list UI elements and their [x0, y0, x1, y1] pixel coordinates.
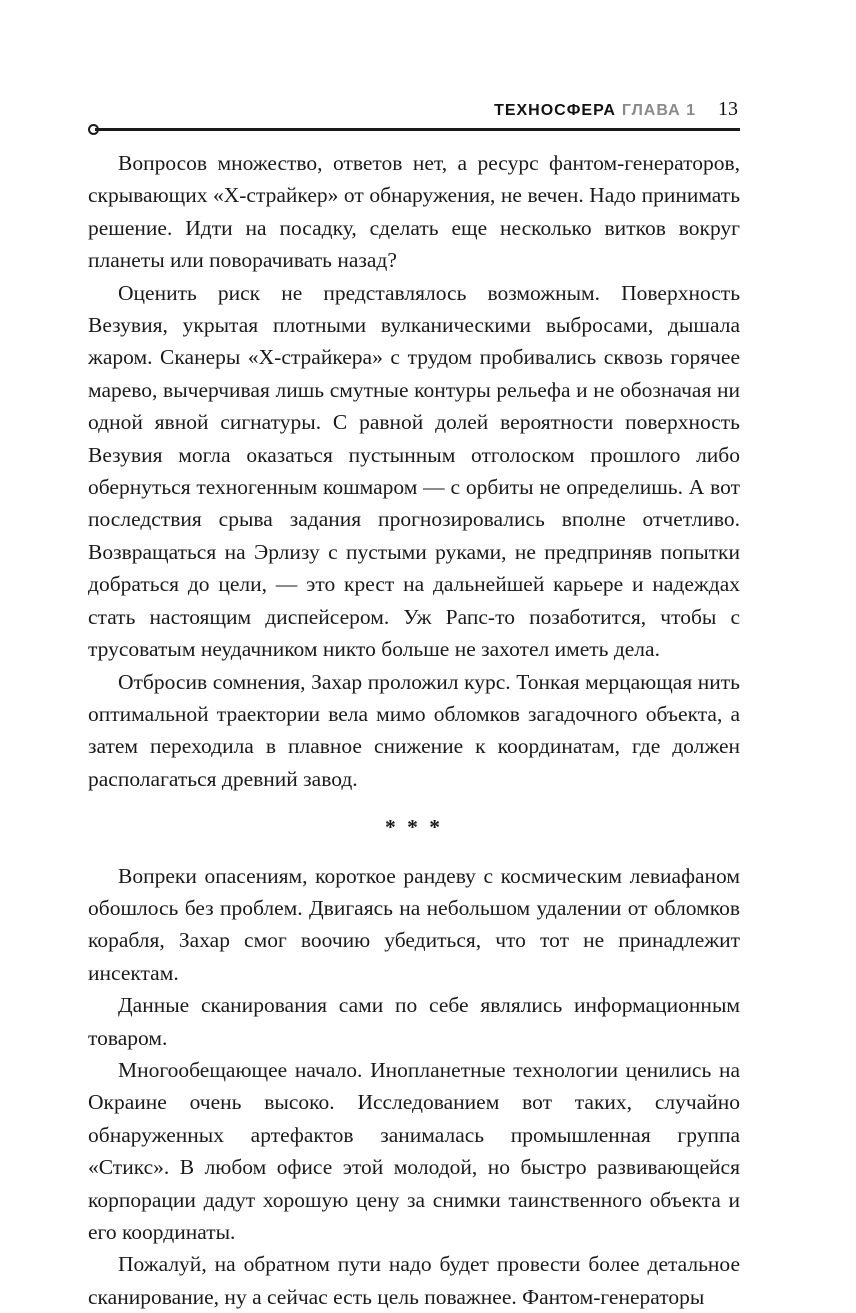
header-rule: [95, 128, 740, 131]
paragraph: Пожалуй, на обратном пути надо будет провести более детальное сканирование, ну а сейчас есть цель поважнее. Фантом-генераторы: [88, 1252, 740, 1309]
paragraph: Отбросив сомнения, Захар проложил курс. Тонкая мерцающая нить оптимальной траектории вела мимо обломков загадочного объекта, а затем переходила в плавное снижение к координатам, где должен располагаться древний завод.: [88, 669, 740, 791]
section-separator: * * *: [385, 815, 443, 840]
paragraph: Многообещающее начало. Инопланетные технологии ценились на Окраине очень высоко. Исследованием вот таких, случайно обнаруженных артефактов занималась промышленная группа «Стикс». В любом офисе этой молодой, но быстро развивающейся корпорации дадут хорошую цену за снимки таинственного объекта и его координаты.: [88, 1057, 740, 1244]
body-text: [88, 147, 740, 1313]
paragraph: Оценить риск не представлялось возможным. Поверхность Везувия, укрытая плотными вулканическими выбросами, дышала жаром. Сканеры «Х-страйкера» с трудом пробивались сквозь горячее марево, вычерчивая лишь смутные контуры рельефа и не обозначая ни одной явной сигнатуры. С равной долей вероятности поверхность Везувия могла оказаться пустынным отголоском прошлого либо обернуться техногенным кошмаром — с орбиты не определишь. А вот последствия срыва задания прогнозировались вполне отчетливо. Возвращаться на Эрлизу с пустыми руками, не предприняв попытки добраться до цели, — это крест на дальнейшей карьере и надеждах стать настоящим диспейсером. Уж Рапс-то позаботится, чтобы с трусоватым неудачником никто больше не захотел иметь дела.: [88, 280, 740, 662]
page-number: 13: [718, 98, 738, 120]
book-title: ТЕХНОСФЕРА: [494, 102, 616, 119]
paragraph: Вопросов множество, ответов нет, а ресурс фантом-генераторов, скрывающих «Х-страйкер» от обнаружения, не вечен. Надо принимать решение. Идти на посадку, сделать еще несколько витков вокруг планеты или поворачивать назад?: [88, 151, 740, 273]
paragraph: Вопреки опасениям, короткое рандеву с космическим левиафаном обошлось без проблем. Двигаясь на небольшом удалении от обломков корабля, Захар смог воочию убедиться, что тот не принадлежит инсектам.: [88, 863, 740, 985]
chapter-label: ГЛАВА 1: [621, 102, 696, 119]
running-header: [494, 98, 738, 121]
paragraph: Данные сканирования сами по себе являлись информационным товаром.: [88, 993, 740, 1050]
